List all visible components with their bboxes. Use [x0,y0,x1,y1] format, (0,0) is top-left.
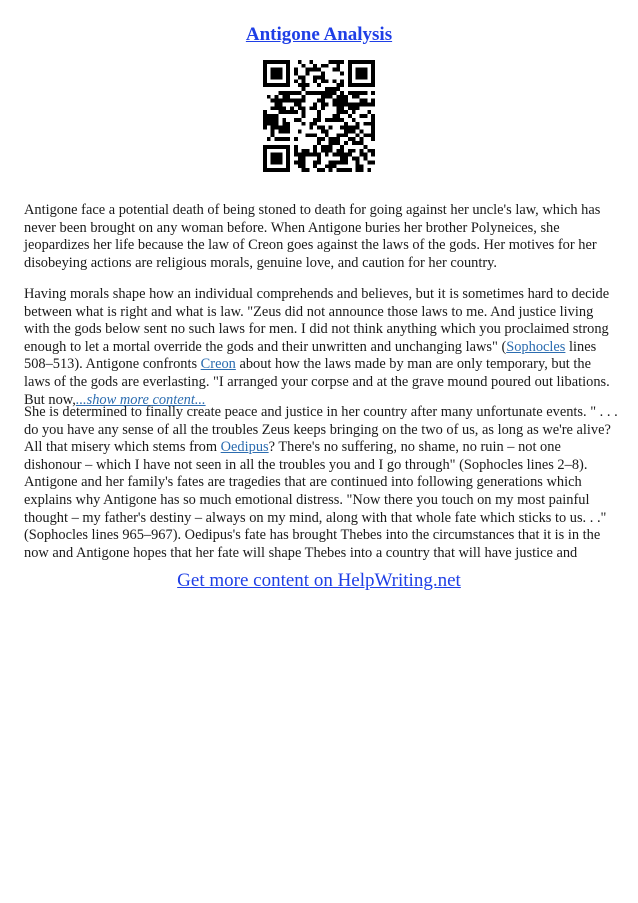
paragraph-intro: Antigone face a potential death of being stoned to death for going against her uncle's law, which has never been brought on any woman before. When Antigone buries her brother Polyneices, she jeopardizes her life because the law of Creon goes against the laws of the gods. Her motives for her disobeying actions are religious morals, genuine love, and caution for her country. [24,202,601,271]
paragraph-peace-text-1: She is determined to finally create peace and justice in her country after many unfortunate events. " . . . do you have any sense of all the troubles Zeus keeps bringing on the two of us, as long as we're alive? All that misery which stems from [24,404,618,456]
link-oedipus[interactable]: Oedipus [220,439,269,456]
paragraph-peace-text-2: ? There's no suffering, no shame, no ruin – not one dishonour – which I have not seen in all the troubles you and I go through" (Sophocles lines 2–8). Antigone and her family's fates are tragedies that are continued into following generations which explains why Antigone has so much emotional distress. "Now there you touch on my most painful thought – my father's destiny – always on my mind, along with that whole fate which sticks to us. . ." (Sophocles lines 965–967). Oedipus's fate has brought Thebes into the circumstances that it is in the now and Antigone hopes that her fate will shape Thebes into a country that will have justice and [24,439,607,561]
link-sophocles[interactable]: Sophocles [506,338,566,355]
paragraph-peace [24,404,618,562]
paragraph-morals [24,286,618,409]
qr-code-icon [263,60,375,172]
footer-link[interactable]: Get more content on HelpWriting.net [177,570,461,591]
paragraph-morals-text-1: Having morals shape how an individual comprehends and believes, but it is sometimes hard to decide between what is right and what is law. "Zeus did not announce those laws to me. And justice living with the gods below sent no such laws for men. I did not think anything which you proclaimed strong enough to let a mortal override the gods and their unwritten and unchanging laws" ( [24,286,610,355]
link-creon[interactable]: Creon [200,356,236,373]
paragraph-morals-text-2: lines 508–513). Antigone confronts [24,338,597,373]
show-more-link[interactable]: ...show more content... [75,391,206,408]
page-title[interactable]: Antigone Analysis [245,24,393,45]
paragraph-morals-text-3: about how the laws made by man are only temporary, but the laws of the gods are everlasting. "I arranged your corpse and at the grave mound poured out libations. But now, [24,356,610,408]
